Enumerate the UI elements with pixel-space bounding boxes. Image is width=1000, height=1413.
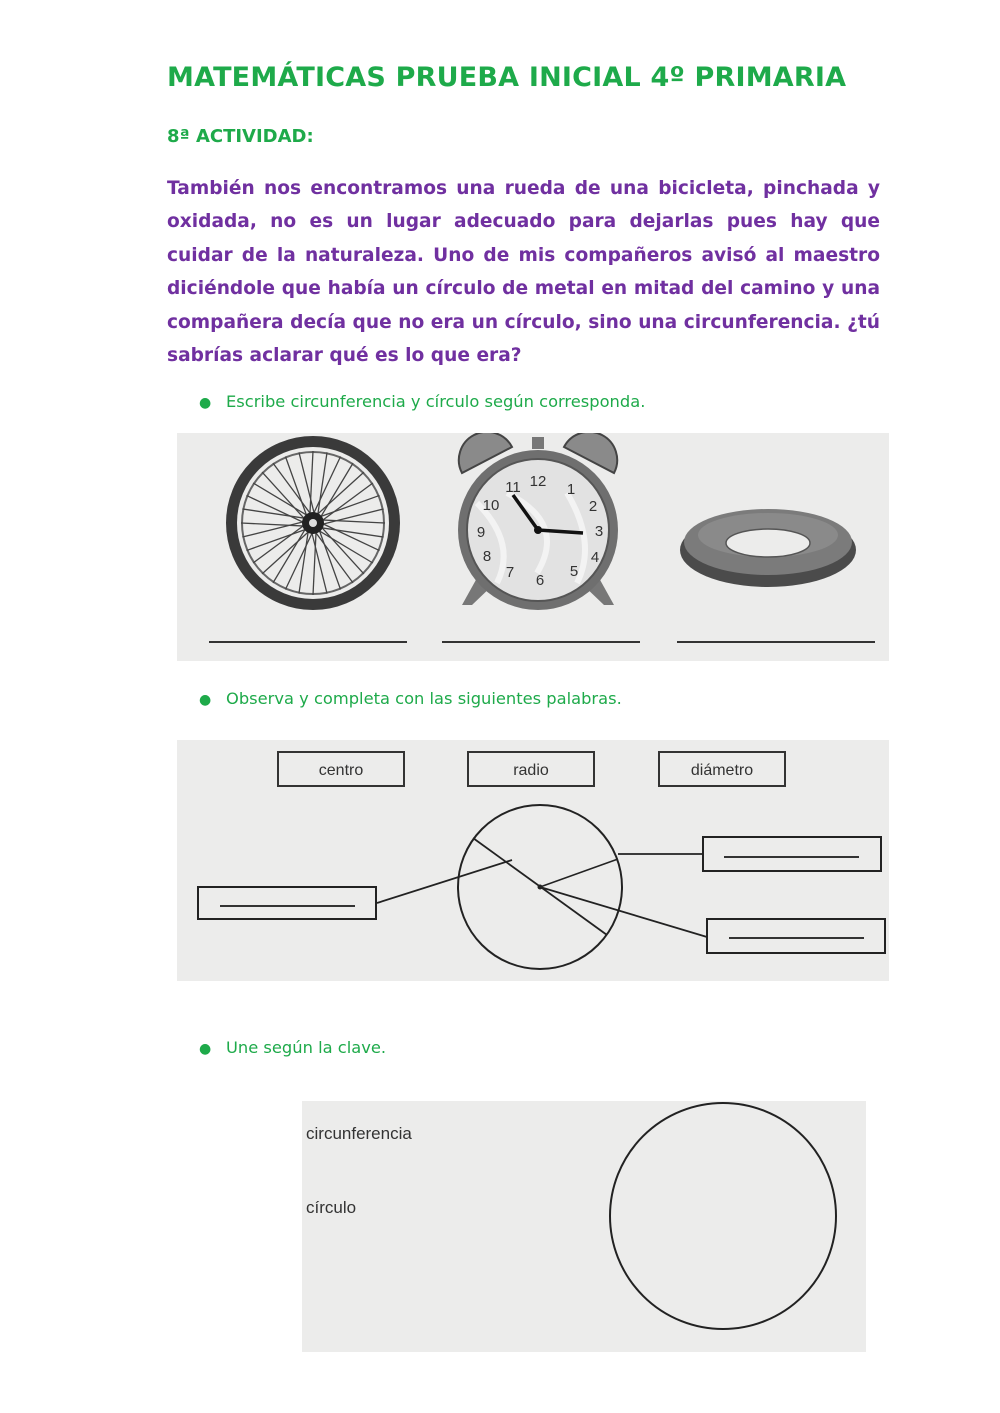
- images-panel: [177, 433, 889, 661]
- circle-parts-panel: [177, 740, 889, 981]
- clock-number: 2: [588, 498, 598, 515]
- bullet-icon: ●: [199, 692, 212, 708]
- page-title: MATEMÁTICAS PRUEBA INICIAL 4º PRIMARIA: [167, 62, 847, 93]
- clock-number: 4: [590, 549, 600, 566]
- answer-box-left[interactable]: [198, 887, 376, 919]
- instruction-text: Une según la clave.: [226, 1038, 387, 1057]
- images-drawing: [177, 433, 889, 661]
- instruction-text: Escribe circunferencia y círculo según corresponda.: [226, 392, 646, 411]
- circle-parts-drawing: [177, 740, 889, 981]
- clock-number: 3: [594, 523, 604, 540]
- answer-box-bottom-right[interactable]: [707, 919, 885, 953]
- instruction-text: Observa y completa con las siguientes palabras.: [226, 689, 622, 708]
- clock-number: 9: [476, 524, 486, 541]
- clock-number: 5: [569, 563, 579, 580]
- bullet-instruction-3: [199, 1038, 386, 1057]
- answer-box-top-right[interactable]: [703, 837, 881, 871]
- alarm-clock-image: [458, 433, 618, 610]
- word-diametro: diámetro: [690, 762, 754, 779]
- activity-heading: 8ª ACTIVIDAD:: [167, 126, 314, 147]
- clock-number: 12: [529, 473, 547, 490]
- intro-paragraph: También nos encontramos una rueda de una bicicleta, pinchada y oxidada, no es un lugar adecuado para dejarlas pues hay que cuidar de la naturaleza. Uno de mis compañeros avisó al maestro diciéndole que había un círculo de metal en mitad del camino y una compañera decía que no era un círculo, sino una circunferencia. ¿tú sabrías aclarar qué es lo que era?: [167, 178, 880, 367]
- bullet-icon: ●: [199, 395, 212, 411]
- clock-number: 6: [535, 572, 545, 589]
- bullet-icon: ●: [199, 1041, 212, 1057]
- radius-line: [540, 859, 618, 887]
- clock-number: 8: [482, 548, 492, 565]
- clock-number: 7: [505, 564, 515, 581]
- bullet-instruction-2: [199, 689, 622, 708]
- clock-number: 10: [482, 497, 500, 514]
- match-drawing: [302, 1101, 866, 1352]
- bullet-instruction-1: [199, 392, 645, 411]
- word-centro: centro: [318, 762, 364, 779]
- key-circunferencia[interactable]: circunferencia: [306, 1124, 412, 1143]
- match-circle-shape[interactable]: [610, 1103, 836, 1329]
- word-radio: radio: [513, 762, 549, 779]
- clock-number: 11: [505, 479, 521, 496]
- key-circulo[interactable]: círculo: [306, 1198, 357, 1217]
- match-panel: [302, 1101, 866, 1352]
- ring-image: [680, 509, 856, 587]
- clock-number: 1: [566, 481, 576, 498]
- bicycle-wheel-image: [226, 436, 400, 610]
